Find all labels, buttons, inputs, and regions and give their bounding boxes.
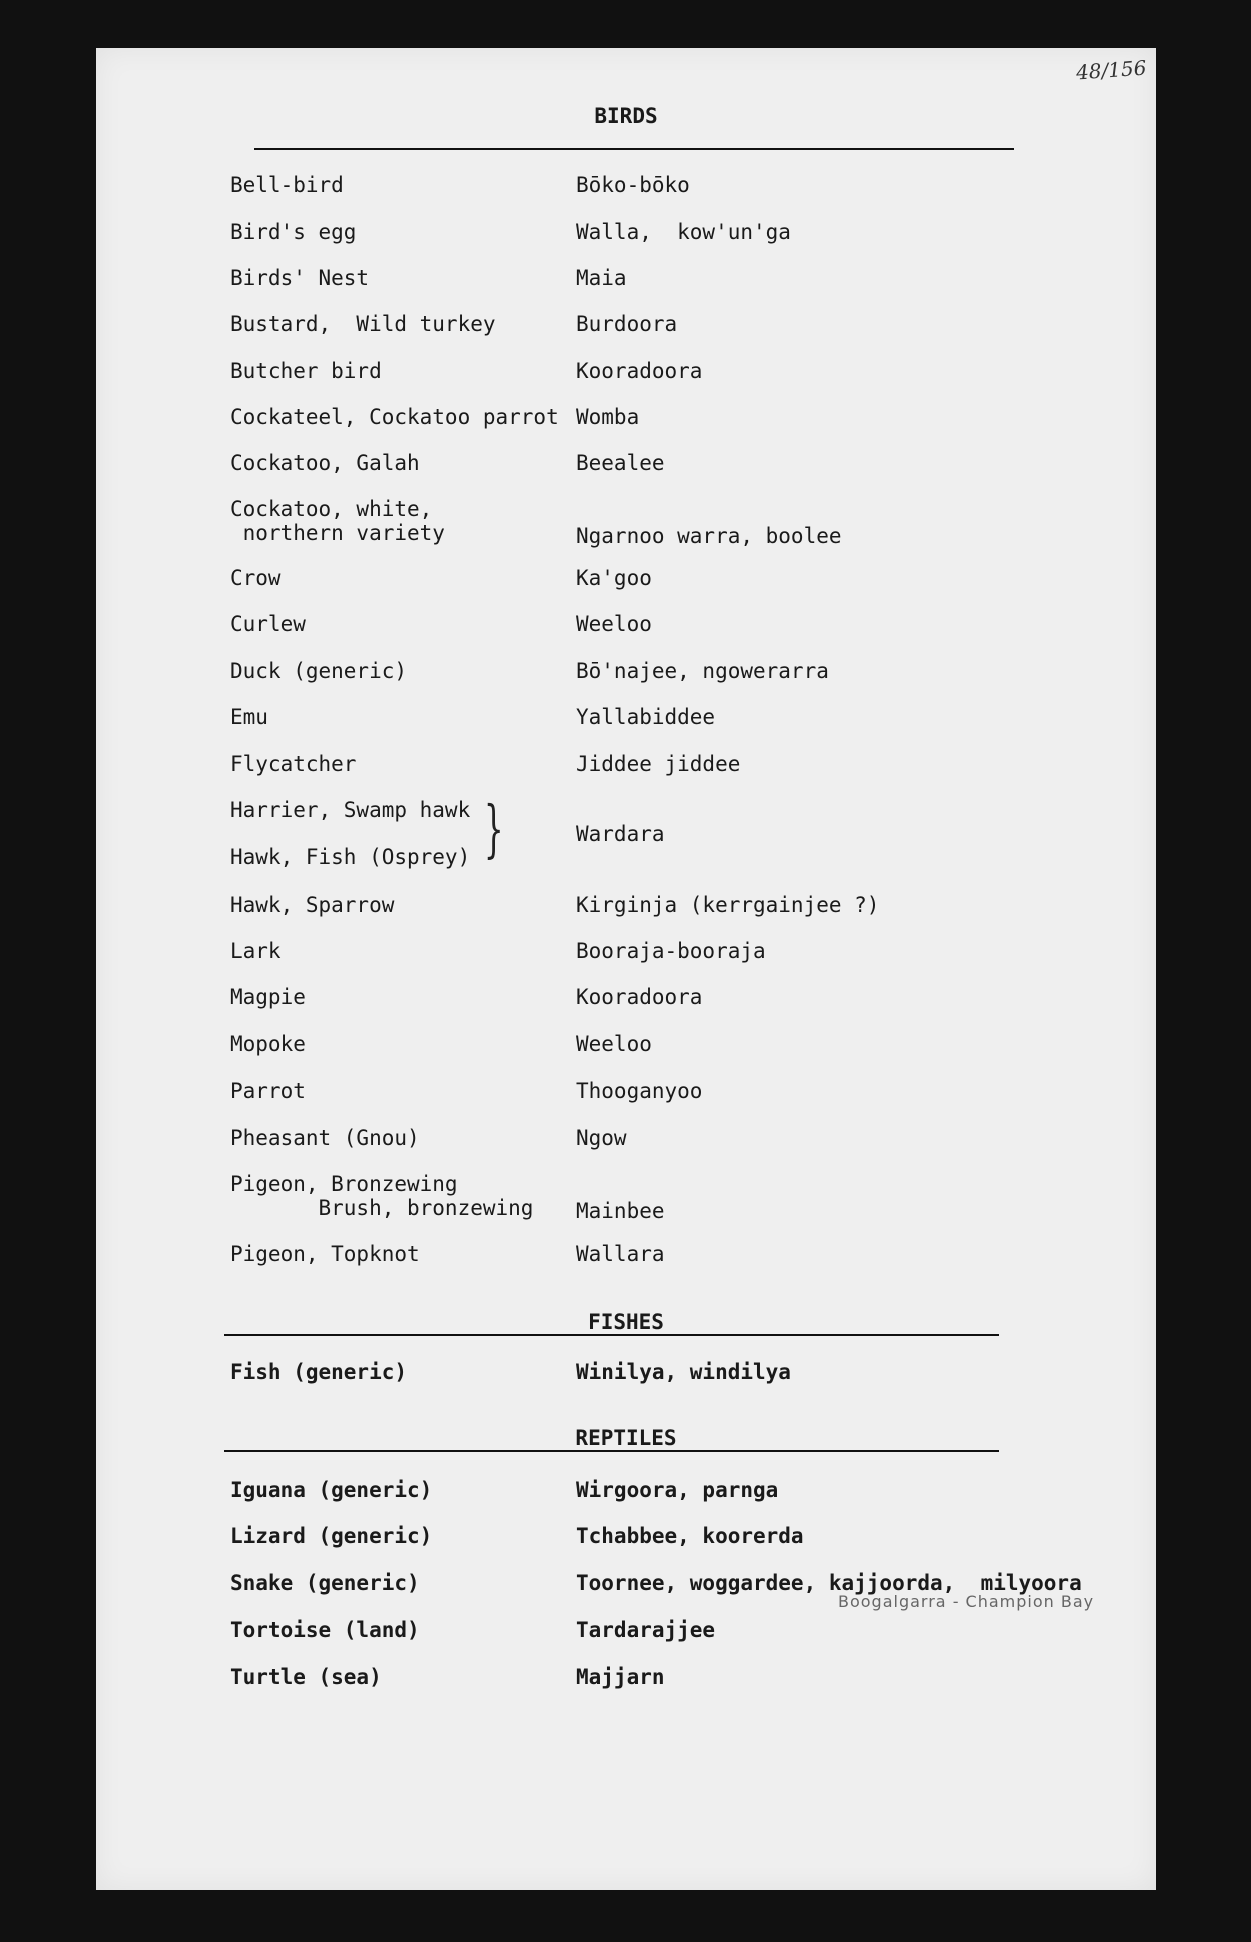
english-term: Birds' Nest [230, 266, 370, 290]
english-term: Hawk, Sparrow [230, 893, 395, 917]
aboriginal-term: Tchabbee, koorerda [576, 1524, 804, 1548]
aboriginal-term: Ngarnoo warra, boolee [576, 524, 842, 548]
aboriginal-term: Burdoora [576, 312, 678, 336]
aboriginal-term: Womba [576, 405, 640, 429]
aboriginal-term: Wardara [576, 822, 665, 846]
fishes-rule [224, 1334, 999, 1336]
aboriginal-term: Bōko-bōko [576, 173, 690, 197]
list-item [96, 451, 1156, 497]
aboriginal-term: Winilya, windilya [576, 1360, 791, 1384]
english-term: Bell-bird [230, 173, 344, 197]
list-item [96, 705, 1156, 751]
list-item [96, 405, 1156, 451]
english-term: Lark [230, 939, 281, 963]
list-item [96, 266, 1156, 312]
list-item [96, 1618, 1156, 1664]
list-item [96, 1242, 1156, 1288]
aboriginal-term: Jiddee jiddee [576, 752, 741, 776]
list-item [96, 1126, 1156, 1172]
english-term: Harrier, Swamp hawk [230, 798, 471, 822]
english-term: Butcher bird [230, 359, 382, 383]
list-item [96, 497, 1156, 567]
english-term: Pheasant (Gnou) [230, 1126, 420, 1150]
english-term: Pigeon, Topknot [230, 1242, 420, 1266]
list-item [96, 612, 1156, 658]
list-item [96, 1478, 1156, 1524]
aboriginal-term: Wirgoora, parnga [576, 1478, 779, 1502]
aboriginal-term: Maia [576, 266, 627, 290]
list-item [96, 893, 1156, 939]
aboriginal-term: Kirginja (kerrgainjee ?) [576, 893, 880, 917]
list-item [96, 1360, 1156, 1406]
aboriginal-term: Toornee, woggardee, kajjoorda, milyoora [576, 1571, 1082, 1595]
aboriginal-term: Tardarajjee [576, 1618, 716, 1642]
aboriginal-term: Weeloo [576, 1032, 652, 1056]
list-item [96, 845, 1156, 891]
list-item [96, 1032, 1156, 1078]
list-item [96, 566, 1156, 612]
list-item [96, 359, 1156, 405]
list-item [96, 1172, 1156, 1242]
aboriginal-term: Yallabiddee [576, 705, 716, 729]
english-term: Bird's egg [230, 220, 357, 244]
aboriginal-term: Walla, kow'un'ga [576, 220, 791, 244]
left-brace-mark: } [483, 792, 504, 865]
english-term: Duck (generic) [230, 659, 408, 683]
aboriginal-term: Thooganyoo [576, 1079, 703, 1103]
english-term: Snake (generic) [230, 1571, 420, 1595]
list-item [96, 173, 1156, 219]
fishes-heading: FISHES [588, 1310, 664, 1334]
english-term: Flycatcher [230, 752, 357, 776]
list-item [96, 312, 1156, 358]
list-item [96, 752, 1156, 798]
english-term: Cockatoo, Galah [230, 451, 420, 475]
english-term: Bustard, Wild turkey [230, 312, 496, 336]
birds-rule [254, 148, 1014, 150]
aboriginal-term: Weeloo [576, 612, 652, 636]
reptiles-heading: REPTILES [575, 1426, 677, 1450]
aboriginal-term: Ka'goo [576, 566, 652, 590]
english-term: Cockateel, Cockatoo parrot [230, 405, 559, 429]
handwritten-note: Boogalgarra - Champion Bay [838, 1592, 1095, 1611]
aboriginal-term: Wallara [576, 1242, 665, 1266]
english-term: Cockatoo, white, northern variety [230, 497, 445, 545]
english-term: Iguana (generic) [230, 1478, 433, 1502]
reptiles-rule [224, 1450, 999, 1452]
aboriginal-term: Bō'najee, ngowerarra [576, 659, 829, 683]
list-item [96, 939, 1156, 985]
list-item [96, 659, 1156, 705]
english-term: Emu [230, 705, 268, 729]
english-term: Pigeon, Bronzewing Brush, bronzewing [230, 1172, 534, 1220]
english-term: Curlew [230, 612, 306, 636]
english-term: Tortoise (land) [230, 1618, 420, 1642]
aboriginal-term: Kooradoora [576, 985, 703, 1009]
aboriginal-term: Booraja-booraja [576, 939, 766, 963]
list-item [96, 985, 1156, 1031]
list-item [96, 1524, 1156, 1570]
english-term: Lizard (generic) [230, 1524, 433, 1548]
aboriginal-term: Mainbee [576, 1199, 665, 1223]
list-item [96, 1665, 1156, 1711]
aboriginal-term: Kooradoora [576, 359, 703, 383]
list-item [96, 1079, 1156, 1125]
aboriginal-term: Ngow [576, 1126, 627, 1150]
list-item [96, 220, 1156, 266]
document-page [96, 48, 1156, 1890]
english-term: Magpie [230, 985, 306, 1009]
aboriginal-term: Majjarn [576, 1665, 665, 1689]
aboriginal-term: Beealee [576, 451, 665, 475]
english-term: Hawk, Fish (Osprey) [230, 845, 471, 869]
birds-heading: BIRDS [594, 104, 658, 128]
english-term: Mopoke [230, 1032, 306, 1056]
english-term: Turtle (sea) [230, 1665, 382, 1689]
list-item [96, 798, 1156, 844]
english-term: Fish (generic) [230, 1360, 408, 1384]
english-term: Parrot [230, 1079, 306, 1103]
english-term: Crow [230, 566, 281, 590]
page-number: 48/156 [1074, 55, 1147, 85]
